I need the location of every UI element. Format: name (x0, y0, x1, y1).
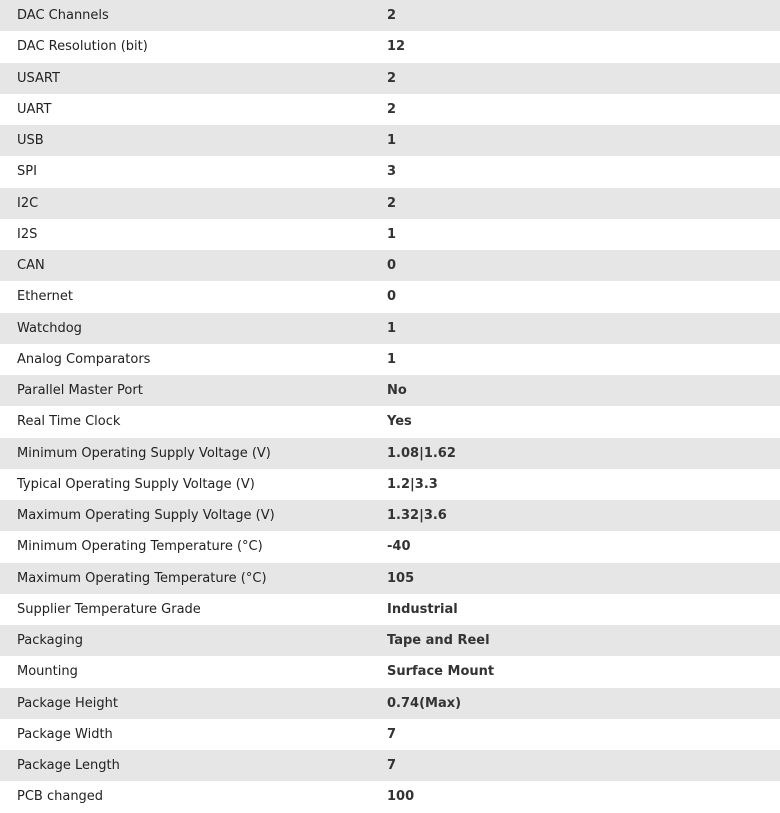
spec-value: Tape and Reel (387, 633, 490, 649)
spec-name: Maximum Operating Supply Voltage (V) (17, 508, 275, 524)
spec-value: 1 (387, 226, 397, 242)
spec-value: 100 (387, 789, 415, 805)
spec-value: 2 (387, 70, 397, 86)
table-row (0, 188, 780, 219)
spec-name: Package Height (17, 695, 118, 711)
spec-name: Supplier Temperature Grade (17, 601, 201, 617)
table-row (0, 500, 780, 531)
spec-name: UART (17, 101, 52, 117)
spec-value: 1 (387, 133, 397, 149)
spec-name: Package Length (17, 758, 120, 774)
spec-value: 1.32|3.6 (387, 508, 447, 524)
spec-name: Real Time Clock (17, 414, 121, 430)
spec-value: Yes (387, 414, 412, 430)
spec-name: Parallel Master Port (17, 383, 143, 399)
spec-name: Analog Comparators (17, 351, 151, 367)
table-row (0, 156, 780, 187)
spec-name: DAC Channels (17, 8, 109, 24)
table-row (0, 625, 780, 656)
spec-name: USART (17, 70, 60, 86)
spec-value: 1.2|3.3 (387, 476, 438, 492)
table-row (0, 344, 780, 375)
table-row (0, 594, 780, 625)
table-row (0, 94, 780, 125)
spec-value: No (387, 383, 407, 399)
spec-name: DAC Resolution (bit) (17, 39, 148, 55)
spec-name: Minimum Operating Supply Voltage (V) (17, 445, 271, 461)
spec-value: 0 (387, 289, 397, 305)
spec-value: 1 (387, 320, 397, 336)
table-row (0, 469, 780, 500)
spec-value: 7 (387, 758, 397, 774)
spec-name: I2C (17, 195, 39, 211)
spec-name: Ethernet (17, 289, 73, 305)
spec-name: Watchdog (17, 320, 82, 336)
spec-value: 12 (387, 39, 406, 55)
table-row (0, 750, 780, 781)
spec-value: Industrial (387, 601, 458, 617)
spec-value: 7 (387, 726, 397, 742)
spec-value: 2 (387, 8, 397, 24)
spec-value: 3 (387, 164, 397, 180)
table-row (0, 688, 780, 719)
spec-name: Mounting (17, 664, 78, 680)
table-row (0, 375, 780, 406)
spec-name: Typical Operating Supply Voltage (V) (17, 476, 255, 492)
spec-value: 1 (387, 351, 397, 367)
spec-value: Surface Mount (387, 664, 495, 680)
table-row (0, 438, 780, 469)
spec-name: Packaging (17, 633, 83, 649)
spec-name: SPI (17, 164, 37, 180)
table-row (0, 406, 780, 437)
table-row (0, 63, 780, 94)
spec-name: Maximum Operating Temperature (°C) (17, 570, 267, 586)
spec-value: -40 (387, 539, 411, 555)
spec-name: PCB changed (17, 789, 104, 805)
table-row (0, 0, 780, 31)
spec-name: USB (17, 133, 44, 149)
table-row (0, 531, 780, 562)
spec-name: I2S (17, 226, 38, 242)
spec-name: Minimum Operating Temperature (°C) (17, 539, 263, 555)
spec-value: 2 (387, 101, 397, 117)
table-row (0, 125, 780, 156)
table-row (0, 719, 780, 750)
table-row (0, 219, 780, 250)
spec-value: 1.08|1.62 (387, 445, 456, 461)
spec-value: 0 (387, 258, 397, 274)
table-row (0, 313, 780, 344)
table-row (0, 250, 780, 281)
spec-name: CAN (17, 258, 45, 274)
spec-value: 0.74(Max) (387, 695, 462, 711)
spec-value: 105 (387, 570, 415, 586)
table-row (0, 656, 780, 687)
table-row (0, 31, 780, 62)
spec-value: 2 (387, 195, 397, 211)
table-row (0, 563, 780, 594)
spec-name: Package Width (17, 726, 113, 742)
table-row (0, 281, 780, 312)
